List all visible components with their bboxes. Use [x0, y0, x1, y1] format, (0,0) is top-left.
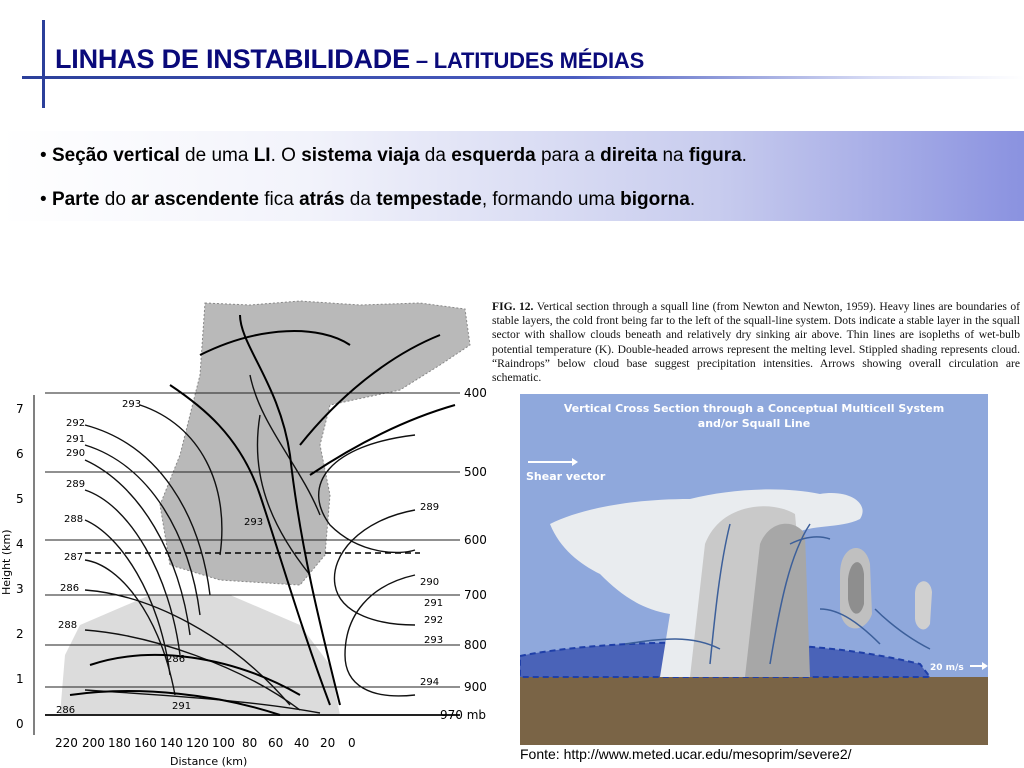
x-tick-140: 140 — [160, 736, 183, 750]
iso-286c: 286 — [166, 654, 186, 665]
iso-293: 293 — [122, 399, 142, 410]
x-tick-60: 60 — [268, 736, 284, 750]
y-tick-1: 1 — [16, 672, 24, 686]
iso-inner-293: 293 — [244, 517, 264, 528]
x-tick-100: 100 — [212, 736, 235, 750]
iso-288b: 288 — [58, 620, 78, 631]
x-axis-label: Distance (km) — [170, 755, 248, 768]
source-credit: Fonte: http://www.meted.ucar.edu/mesoprim/severe2/ — [520, 746, 852, 762]
pressure-970: 970 mb — [440, 708, 487, 722]
iso-r-290: 290 — [420, 577, 440, 588]
y-tick-5: 5 — [16, 492, 24, 506]
bullet-2-run: . — [689, 189, 696, 210]
x-tick-120: 120 — [186, 736, 209, 750]
pressure-800: 800 — [464, 638, 487, 652]
y-axis-label: Height (km) — [0, 529, 13, 595]
iso-r-293: 293 — [424, 635, 444, 646]
bullet-2-run: tempestade — [376, 189, 482, 210]
bullet-1-run: para a — [535, 145, 601, 166]
bullet-1-run: LI — [253, 145, 271, 166]
iso-291: 291 — [66, 434, 86, 445]
bullet-2: • Parte do ar ascendente fica atrás da tempestade, formando uma bigorna. — [40, 189, 696, 210]
pressure-700: 700 — [464, 588, 487, 602]
iso-287: 287 — [64, 552, 84, 563]
title-accent-horizontal — [22, 76, 1024, 79]
iso-289: 289 — [66, 479, 86, 490]
x-tick-80: 80 — [242, 736, 258, 750]
y-tick-2: 2 — [16, 627, 24, 641]
bullet-1-run: sistema viaja — [301, 145, 420, 166]
bullet-1-run: . — [741, 145, 747, 166]
right-fig-title-2: and/or Squall Line — [697, 417, 811, 430]
bullet-2-run: do — [99, 189, 132, 210]
pressure-400: 400 — [464, 386, 487, 400]
y-tick-7: 7 — [16, 402, 24, 416]
bullet-2-run: ar ascendente — [131, 189, 259, 210]
bullet-1-run: direita — [600, 145, 658, 166]
x-tick-0: 0 — [348, 736, 356, 750]
pressure-500: 500 — [464, 465, 487, 479]
bullet-1-run: da — [419, 145, 452, 166]
bullet-2-run: bigorna — [620, 189, 690, 210]
shear-vector-label: Shear vector — [526, 470, 606, 483]
bullet-1-run: na — [657, 145, 689, 166]
pressure-900: 900 — [464, 680, 487, 694]
y-tick-3: 3 — [16, 582, 24, 596]
bullet-1-run: esquerda — [451, 145, 536, 166]
multicell-cross-section-figure — [520, 394, 988, 745]
slide-title: LINHAS DE INSTABILIDADE – LATITUDES MÉDIAS — [55, 44, 645, 74]
bullet-2-run: atrás — [299, 189, 345, 210]
bullet-1: • Seção vertical de uma LI. O sistema viaja da esquerda para a direita na figura. — [40, 145, 747, 166]
iso-r-291: 291 — [424, 598, 444, 609]
bullet-1-run: de uma — [179, 145, 254, 166]
x-tick-40: 40 — [294, 736, 310, 750]
speed-label: 20 m/s — [930, 663, 964, 673]
iso-291b: 291 — [172, 701, 192, 712]
iso-r-292: 292 — [424, 615, 444, 626]
iso-292: 292 — [66, 418, 86, 429]
iso-286: 286 — [60, 583, 80, 594]
iso-290: 290 — [66, 448, 86, 459]
x-tick-160: 160 — [134, 736, 157, 750]
x-tick-200: 200 — [82, 736, 105, 750]
figure-caption: FIG. 12. Vertical section through a squall line (from Newton and Newton, 1959). Heavy lines are boundaries of stable layers, the cold front being far to the left of the squall-line system. Dots indicate a stable layer in the squall sector with shallow clouds beneath and relatively dry sinking air above. Thin lines are isopleths of wet-bulb potential temperature (K). Double-headed arrows represent the melting level. Stippled shading represents cloud. “Raindrops” below cloud base suggest precipitation intensities. Arrows showing overall circulation are schematic. — [492, 300, 1020, 385]
iso-r-289: 289 — [420, 502, 440, 513]
bullet-2-run: Parte — [51, 189, 100, 210]
x-tick-180: 180 — [108, 736, 131, 750]
pressure-600: 600 — [464, 533, 487, 547]
x-tick-220: 220 — [55, 736, 78, 750]
bullet-1-run: . O — [270, 145, 302, 166]
y-tick-4: 4 — [16, 537, 24, 551]
bullet-2-run: , formando uma — [481, 189, 621, 210]
iso-286b: 286 — [56, 705, 76, 716]
bullet-2-run: da — [344, 189, 377, 210]
bullet-1-run: Seção vertical — [51, 145, 180, 166]
cloud-region — [160, 301, 470, 585]
y-tick-6: 6 — [16, 447, 24, 461]
bullet-1-run: figura — [688, 145, 742, 166]
squall-line-section-figure — [0, 295, 490, 768]
right-fig-title-1: Vertical Cross Section through a Conceptual Multicell System — [563, 402, 945, 415]
ground — [520, 677, 988, 745]
y-tick-0: 0 — [16, 717, 24, 731]
bullet-2-run: fica — [258, 189, 300, 210]
title-accent-vertical — [42, 20, 45, 108]
x-tick-20: 20 — [320, 736, 336, 750]
iso-288: 288 — [64, 514, 84, 525]
iso-r-294: 294 — [420, 677, 440, 688]
